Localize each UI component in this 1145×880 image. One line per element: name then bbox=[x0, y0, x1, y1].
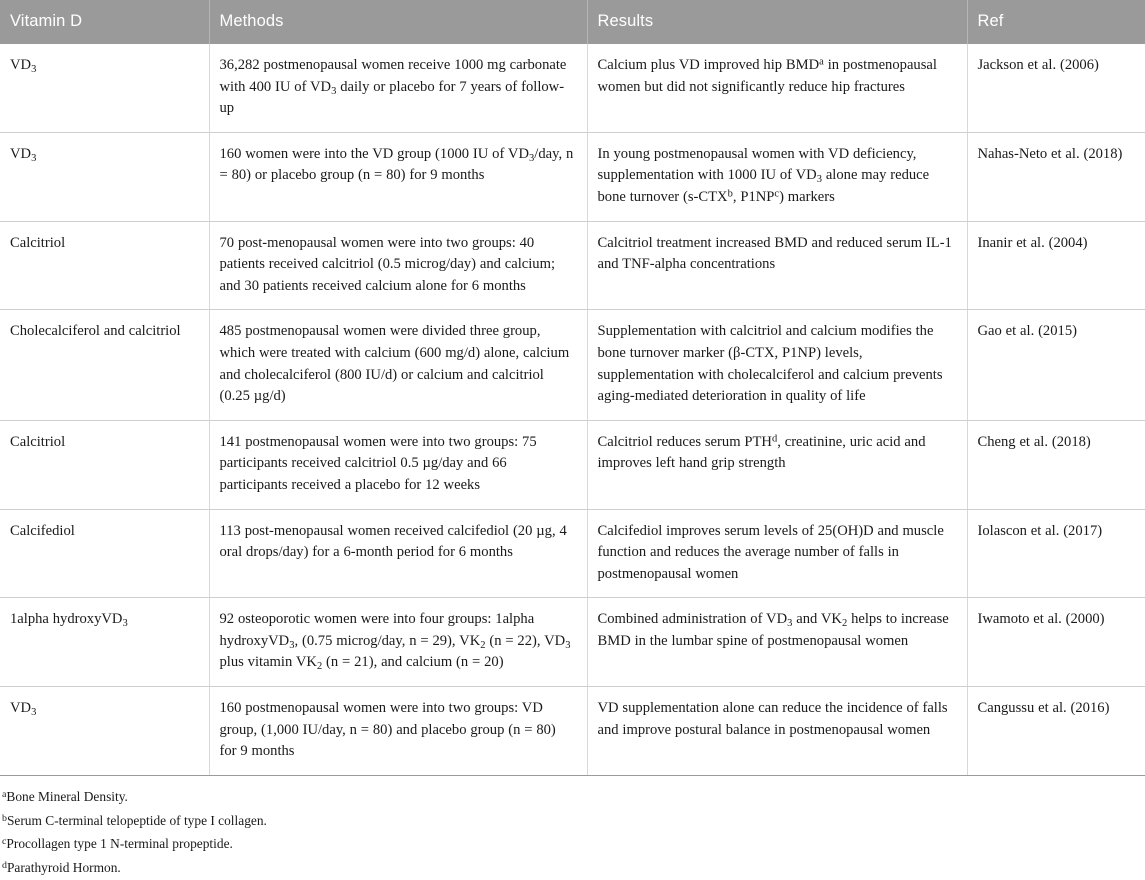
footnote-d: $^d$Parathyroid Hormon. bbox=[2, 859, 121, 875]
cell-ref: Cangussu et al. (2016) bbox=[967, 687, 1145, 776]
table-row bbox=[0, 44, 1145, 132]
cell-ref: Jackson et al. (2006) bbox=[967, 44, 1145, 132]
column-header-results: Results bbox=[587, 0, 967, 44]
cell-results: Calcitriol treatment increased BMD and reduced serum IL-1 and TNF-alpha concentrations bbox=[587, 221, 967, 310]
footnote-a: $^a$Bone Mineral Density. bbox=[2, 788, 128, 804]
footnote-marker: a bbox=[2, 788, 7, 800]
cell-ref: Iolascon et al. (2017) bbox=[967, 509, 1145, 598]
cell-ref: Nahas-Neto et al. (2018) bbox=[967, 132, 1145, 221]
cell-methods: 113 post-menopausal women received calcifediol (20 µg, 4 oral drops/day) for a 6-month period for 6 months bbox=[209, 509, 587, 598]
table-footnotes bbox=[0, 776, 1145, 880]
cell-methods: 92 osteoporotic women were into four groups: 1alpha hydroxyVD$_3$, (0.75 microg/day, n = 29), $VK_2$ (n = 22), $VD_3$ plus vitamin $VK_2$ (n = 21), and calcium (n = 20) bbox=[209, 598, 587, 687]
cell-vitamin-d: $VD_3$ bbox=[0, 44, 209, 132]
footnote-marker: c bbox=[2, 836, 7, 848]
table-body bbox=[0, 44, 1145, 775]
table-row bbox=[0, 132, 1145, 221]
cell-methods: 70 post-menopausal women were into two groups: 40 patients received calcitriol (0.5 microg/day) and calcium; and 30 patients received calcium alone for 6 months bbox=[209, 221, 587, 310]
column-header-ref: Ref bbox=[967, 0, 1145, 44]
cell-methods: 485 postmenopausal women were divided three group, which were treated with calcium (600 mg/d) alone, calcium and cholecalciferol (800 IU/d) or calcium and calcitriol (0.25 µg/d) bbox=[209, 310, 587, 420]
cell-results: Supplementation with calcitriol and calcium modifies the bone turnover marker (β-CTX, P1NP) levels, supplementation with cholecalciferol and calcium prevents aging-mediated deterioration in quality of life bbox=[587, 310, 967, 420]
table-header bbox=[0, 0, 1145, 44]
cell-results: VD supplementation alone can reduce the incidence of falls and improve postural balance in postmenopausal women bbox=[587, 687, 967, 776]
cell-ref: Gao et al. (2015) bbox=[967, 310, 1145, 420]
column-header-methods: Methods bbox=[209, 0, 587, 44]
cell-vitamin-d: Cholecalciferol and calcitriol bbox=[0, 310, 209, 420]
cell-methods: 36,282 postmenopausal women receive 1000 mg carbonate with 400 IU of $VD_3$ daily or placebo for 7 years of follow-up bbox=[209, 44, 587, 132]
table-row bbox=[0, 687, 1145, 776]
footnote-c: $^c$Procollagen type 1 N-terminal propeptide. bbox=[2, 836, 233, 852]
cell-vitamin-d: 1alpha hydroxyVD$_3$ bbox=[0, 598, 209, 687]
cell-vitamin-d: $VD_3$ bbox=[0, 132, 209, 221]
cell-vitamin-d: Calcifediol bbox=[0, 509, 209, 598]
table-header-row bbox=[0, 0, 1145, 44]
cell-methods: 160 women were into the VD group (1000 IU of $VD_3$/day, n = 80) or placebo group (n = 80) for 9 months bbox=[209, 132, 587, 221]
cell-methods: 141 postmenopausal women were into two groups: 75 participants received calcitriol 0.5 µg/day and 66 participants received a placebo for 12 weeks bbox=[209, 420, 587, 509]
footnote-marker: b bbox=[2, 812, 7, 824]
cell-ref: Inanir et al. (2004) bbox=[967, 221, 1145, 310]
table-row bbox=[0, 509, 1145, 598]
cell-vitamin-d: $VD_3$ bbox=[0, 687, 209, 776]
footnote-b: $^b$Serum C-terminal telopeptide of type I collagen. bbox=[2, 812, 267, 828]
table-row bbox=[0, 310, 1145, 420]
table-row bbox=[0, 420, 1145, 509]
footnote-marker: d bbox=[2, 859, 7, 871]
cell-ref: Iwamoto et al. (2000) bbox=[967, 598, 1145, 687]
cell-results: Calcitriol reduces serum PTH$^d$, creatinine, uric acid and improves left hand grip strength bbox=[587, 420, 967, 509]
cell-vitamin-d: Calcitriol bbox=[0, 420, 209, 509]
cell-results: Combined administration of $VD_3$ and $VK_2$ helps to increase BMD in the lumbar spine of postmenopausal women bbox=[587, 598, 967, 687]
table-row bbox=[0, 221, 1145, 310]
cell-results: In young postmenopausal women with VD deficiency, supplementation with 1000 IU of $VD_3$ alone may reduce bone turnover (s-CTX$^b$, $P1NP^c$) markers bbox=[587, 132, 967, 221]
cell-methods: 160 postmenopausal women were into two groups: VD group, (1,000 IU/day, n = 80) and placebo group (n = 80) for 9 months bbox=[209, 687, 587, 776]
column-header-vitamin-d: Vitamin D bbox=[0, 0, 209, 44]
cell-vitamin-d: Calcitriol bbox=[0, 221, 209, 310]
cell-results: Calcium plus VD improved hip BMD$^a$ in postmenopausal women but did not significantly reduce hip fractures bbox=[587, 44, 967, 132]
table-row bbox=[0, 598, 1145, 687]
cell-results: Calcifediol improves serum levels of 25(OH)D and muscle function and reduces the average number of falls in postmenopausal women bbox=[587, 509, 967, 598]
cell-ref: Cheng et al. (2018) bbox=[967, 420, 1145, 509]
